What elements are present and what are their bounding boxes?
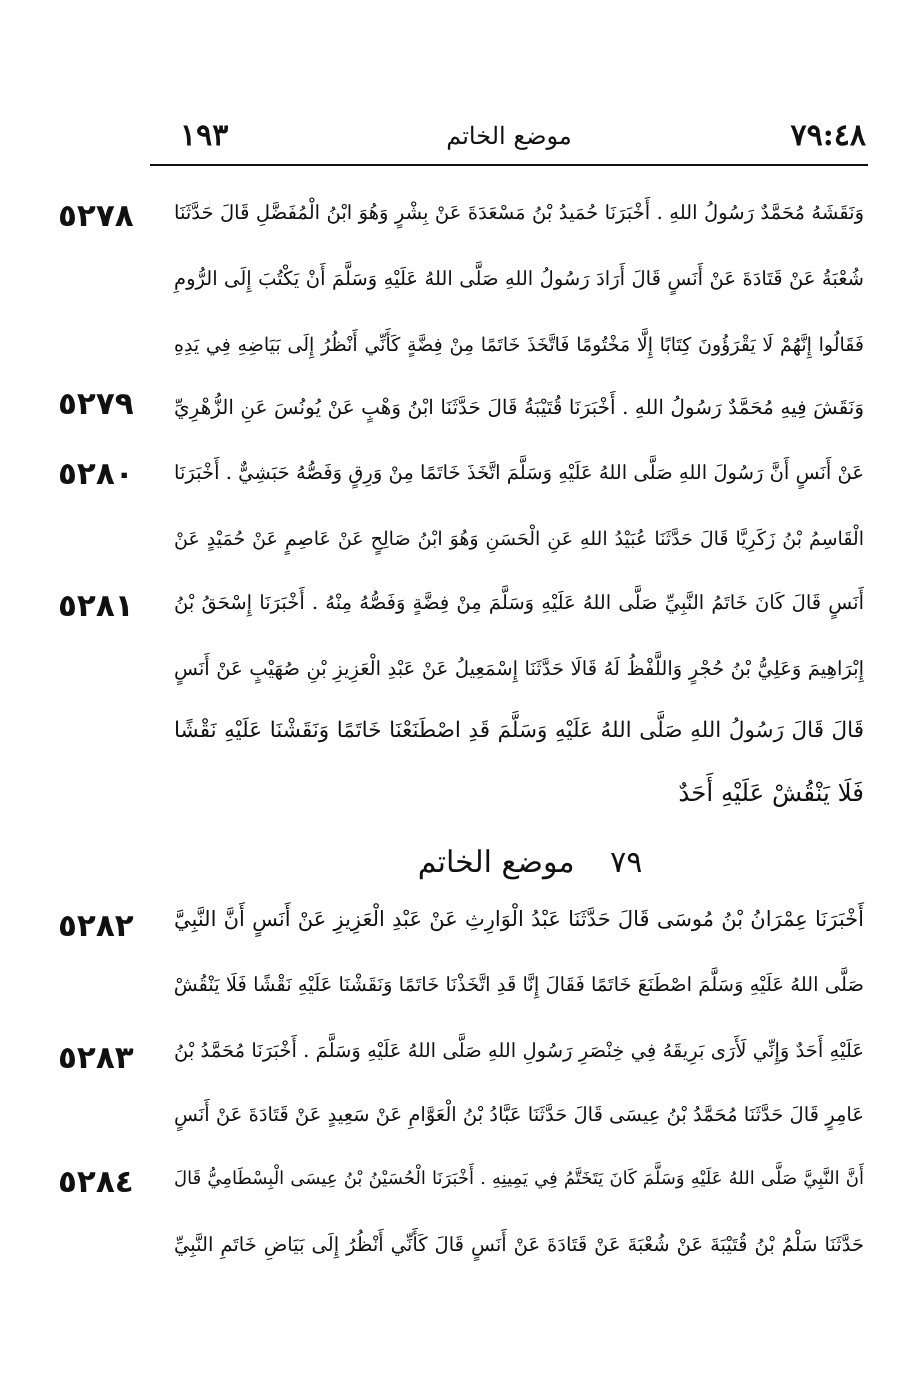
- page-number: ١٩٣: [180, 118, 229, 153]
- text-line: قَالَ قَالَ رَسُولُ اللهِ صَلَّى اللهُ عَلَيْهِ وَسَلَّمَ قَدِ اصْطَنَعْنَا خَاتَمًا وَنَقَشْنَا عَلَيْهِ نَقْشًا: [174, 718, 864, 743]
- text-line: عَنْ أَنَسٍ أَنَّ رَسُولَ اللهِ صَلَّى اللهُ عَلَيْهِ وَسَلَّمَ اتَّخَذَ خَاتَمًا مِنْ وَرِقٍ وَفَصُّهُ حَبَشِيٌّ . أَخْبَرَنَا: [174, 461, 864, 484]
- text-line: أَنَّ النَّبِيَّ صَلَّى اللهُ عَلَيْهِ وَسَلَّمَ كَانَ يَتَخَتَّمُ فِي يَمِينِهِ . أَخْبَرَنَا الْحُسَيْنُ بْنُ عِيسَى الْبِسْطَامِيُّ قَالَ: [174, 1168, 864, 1189]
- text-line: وَنَقَشَهُ مُحَمَّدٌ رَسُولُ اللهِ . أَخْبَرَنَا حُمَيدُ بْنُ مَسْعَدَةَ عَنْ بِشْرٍ وَهُوَ ابْنُ الْمُفَضَّلِ قَالَ حَدَّثَنَا: [174, 201, 864, 224]
- running-title: موضع الخاتم: [446, 122, 572, 150]
- header-rule: [150, 164, 868, 166]
- text-line: فَلَا يَنْقُشْ عَلَيْهِ أَحَدٌ: [678, 778, 864, 807]
- chapter-heading: [380, 838, 680, 888]
- hadith-number: ٥٢٨٤: [58, 1164, 134, 1200]
- chapter-reference: ٧٩:٤٨: [790, 118, 866, 153]
- hadith-number: ٥٢٨٢: [58, 908, 134, 944]
- text-line: الْقَاسِمُ بْنُ زَكَرِيَّا قَالَ حَدَّثَنَا عُبَيْدُ اللهِ عَنِ الْحَسَنِ وَهُوَ ابْنُ صَالِحٍ عَنْ عَاصِمٍ عَنْ حُمَيْدٍ عَنْ: [174, 528, 864, 550]
- text-line: أَنَسٍ قَالَ كَانَ خَاتَمُ النَّبِيِّ صَلَّى اللهُ عَلَيْهِ وَسَلَّمَ مِنْ فِضَّةٍ وَفَصُّهُ مِنْهُ . أَخْبَرَنَا إِسْحَقُ بْنُ: [174, 591, 864, 614]
- text-line: عَامِرٍ قَالَ حَدَّثَنَا مُحَمَّدُ بْنُ عِيسَى قَالَ حَدَّثَنَا عَبَّادُ بْنُ الْعَوَّامِ عَنْ سَعِيدٍ عَنْ قَتَادَةَ عَنْ أَنَسٍ: [174, 1103, 864, 1126]
- text-line: وَنَقَشَ فِيهِ مُحَمَّدٌ رَسُولُ اللهِ . أَخْبَرَنَا قُتَيْبَةُ قَالَ حَدَّثَنَا ابْنُ وَهْبٍ عَنْ يُونُسَ عَنِ الزُّهْرِيِّ: [174, 395, 864, 419]
- text-line: إِبْرَاهِيمَ وَعَلِيُّ بْنُ حُجْرٍ وَاللَّفْظُ لَهُ قَالَا حَدَّثَنَا إِسْمَعِيلُ عَنْ عَبْدِ الْعَزِيزِ بْنِ صُهَيْبٍ عَنْ أَنَسٍ: [174, 657, 864, 680]
- page-header: [150, 118, 868, 162]
- text-line: فَقَالُوا إِنَّهُمْ لَا يَقْرَؤُونَ كِتَابًا إِلَّا مَخْتُومًا فَاتَّخَذَ خَاتَمًا مِنْ فِضَّةٍ كَأَنِّي أَنْظُرُ إِلَى بَيَاضِهِ فِي يَدِهِ: [174, 334, 864, 356]
- text-line: حَدَّثَنَا سَلْمُ بْنُ قُتَيْبَةَ عَنْ شُعْبَةَ عَنْ قَتَادَةَ عَنْ أَنَسٍ قَالَ كَأَنِّي أَنْظُرُ إِلَى بَيَاضِ خَاتَمِ النَّبِيِّ: [174, 1233, 864, 1256]
- hadith-number: ٥٢٨٣: [58, 1040, 134, 1076]
- hadith-number: ٥٢٨١: [58, 588, 134, 624]
- hadith-number: ٥٢٧٩: [58, 386, 134, 422]
- text-line: أَخْبَرَنَا عِمْرَانُ بْنُ مُوسَى قَالَ حَدَّثَنَا عَبْدُ الْوَارِثِ عَنْ عَبْدِ الْعَزِيزِ عَنْ أَنَسٍ أَنَّ النَّبِيَّ: [174, 907, 864, 931]
- hadith-number: ٥٢٧٨: [58, 198, 134, 234]
- chapter-number: ٧٩: [610, 845, 643, 880]
- hadith-number: ٥٢٨٠: [58, 456, 134, 492]
- chapter-title: موضع الخاتم: [417, 845, 575, 880]
- text-line: صَلَّى اللهُ عَلَيْهِ وَسَلَّمَ اصْطَنَعَ خَاتَمًا فَقَالَ إِنَّا قَدِ اتَّخَذْنَا خَاتَمًا وَنَقَشْنَا عَلَيْهِ نَقْشًا فَلَا يَنْقُشْ: [173, 973, 864, 996]
- text-line: شُعْبَةُ عَنْ قَتَادَةَ عَنْ أَنَسٍ قَالَ أَرَادَ رَسُولُ اللهِ صَلَّى اللهُ عَلَيْهِ وَسَلَّمَ أَنْ يَكْتُبَ إِلَى الرُّومِ: [174, 267, 864, 290]
- text-line: عَلَيْهِ أَحَدٌ وَإِنِّي لَأَرَى بَرِيقَهُ فِي خِنْصَرِ رَسُولِ اللهِ صَلَّى اللهُ عَلَيْهِ وَسَلَّمَ . أَخْبَرَنَا مُحَمَّدُ بْنُ: [174, 1039, 864, 1062]
